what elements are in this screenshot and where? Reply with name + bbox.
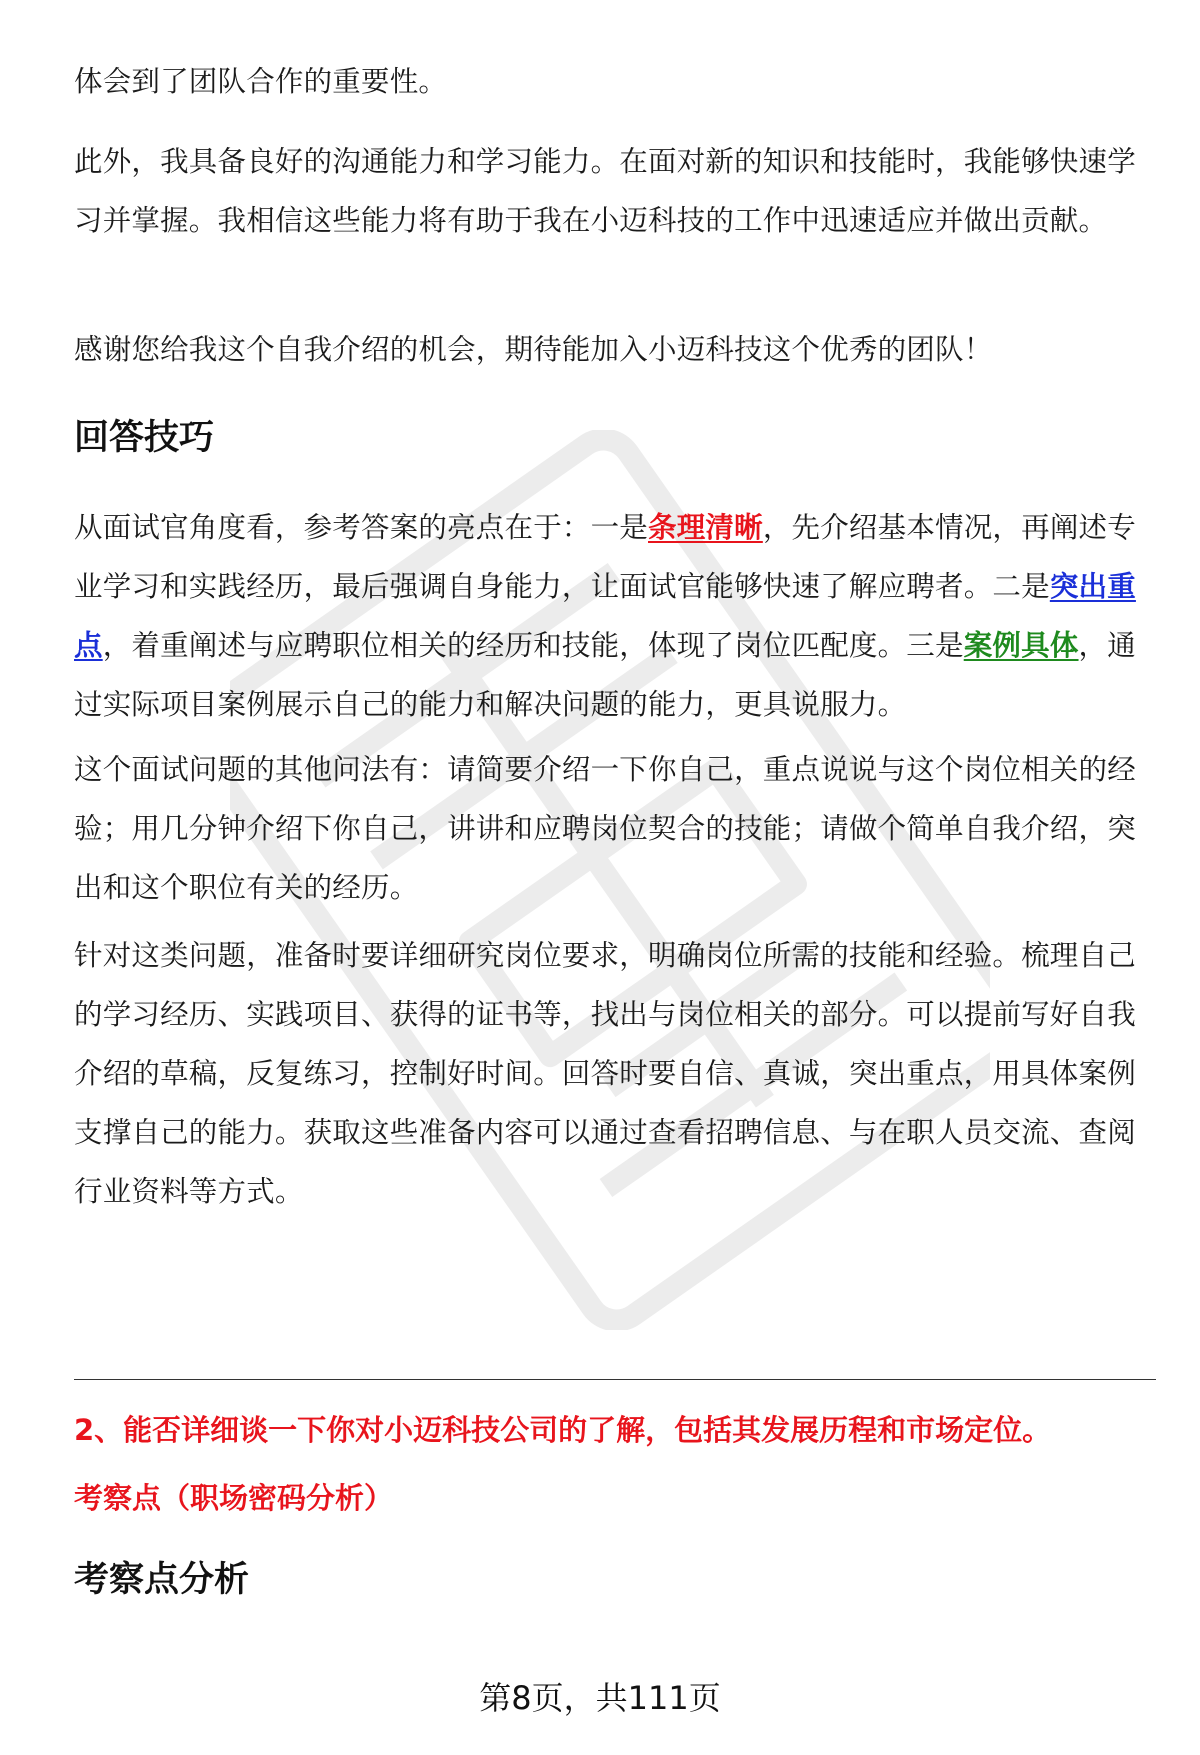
highlights-text-3: ，着重阐述与应聘职位相关的经历和技能，体现了岗位匹配度。三是 xyxy=(102,629,964,662)
question-2-title: 2、能否详细谈一下你对小迈科技公司的了解，包括其发展历程和市场定位。 xyxy=(74,1413,1052,1447)
highlight-concrete-cases: 案例具体 xyxy=(963,629,1079,662)
heading-analysis: 考察点分析 xyxy=(74,1560,250,1600)
question-2-subtitle: 考察点（职场密码分析） xyxy=(74,1481,394,1515)
paragraph-teamwork: 体会到了团队合作的重要性。 xyxy=(74,65,448,98)
paragraph-preparation: 针对这类问题，准备时要详细研究岗位要求，明确岗位所需的技能和经验。梳理自己的学习经历、实践项目、获得的证书等，找出与岗位相关的部分。可以提前写好自我介绍的草稿，反复练习，控制好时间。回答时要自信、真诚，突出重点，用具体案例支撑自己的能力。获取这些准备内容可以通过查看招聘信息、与在职人员交流、查阅行业资料等方式。 xyxy=(74,939,1136,1208)
page-number-footer: 第8页，共111页 xyxy=(479,1679,721,1717)
section-divider xyxy=(74,1379,1156,1380)
highlight-key-points: 突出重点 xyxy=(74,570,1136,662)
highlight-clear-structure: 条理清晰 xyxy=(648,511,763,544)
paragraph-thanks: 感谢您给我这个自我介绍的机会，期待能加入小迈科技这个优秀的团队！ xyxy=(74,333,993,366)
paragraph-alt-questions: 这个面试问题的其他问法有：请简要介绍一下你自己，重点说说与这个岗位相关的经验；用几分钟介绍下你自己，讲讲和应聘岗位契合的技能；请做个简单自我介绍，突出和这个职位有关的经历。 xyxy=(74,753,1136,904)
heading-answer-tips: 回答技巧 xyxy=(74,418,215,458)
highlights-text-1: 从面试官角度看，参考答案的亮点在于：一是 xyxy=(74,511,649,544)
highlights-text-2: ，先介绍基本情况，再阐述专业学习和实践经历，最后强调自身能力，让面试官能够快速了解应聘者。二是 xyxy=(74,511,1136,603)
paragraph-highlights xyxy=(74,498,1150,734)
paragraph-abilities: 此外，我具备良好的沟通能力和学习能力。在面对新的知识和技能时，我能够快速学习并掌握。我相信这些能力将有助于我在小迈科技的工作中迅速适应并做出贡献。 xyxy=(74,145,1136,237)
highlights-text-4: ，通过实际项目案例展示自己的能力和解决问题的能力，更具说服力。 xyxy=(74,629,1136,721)
